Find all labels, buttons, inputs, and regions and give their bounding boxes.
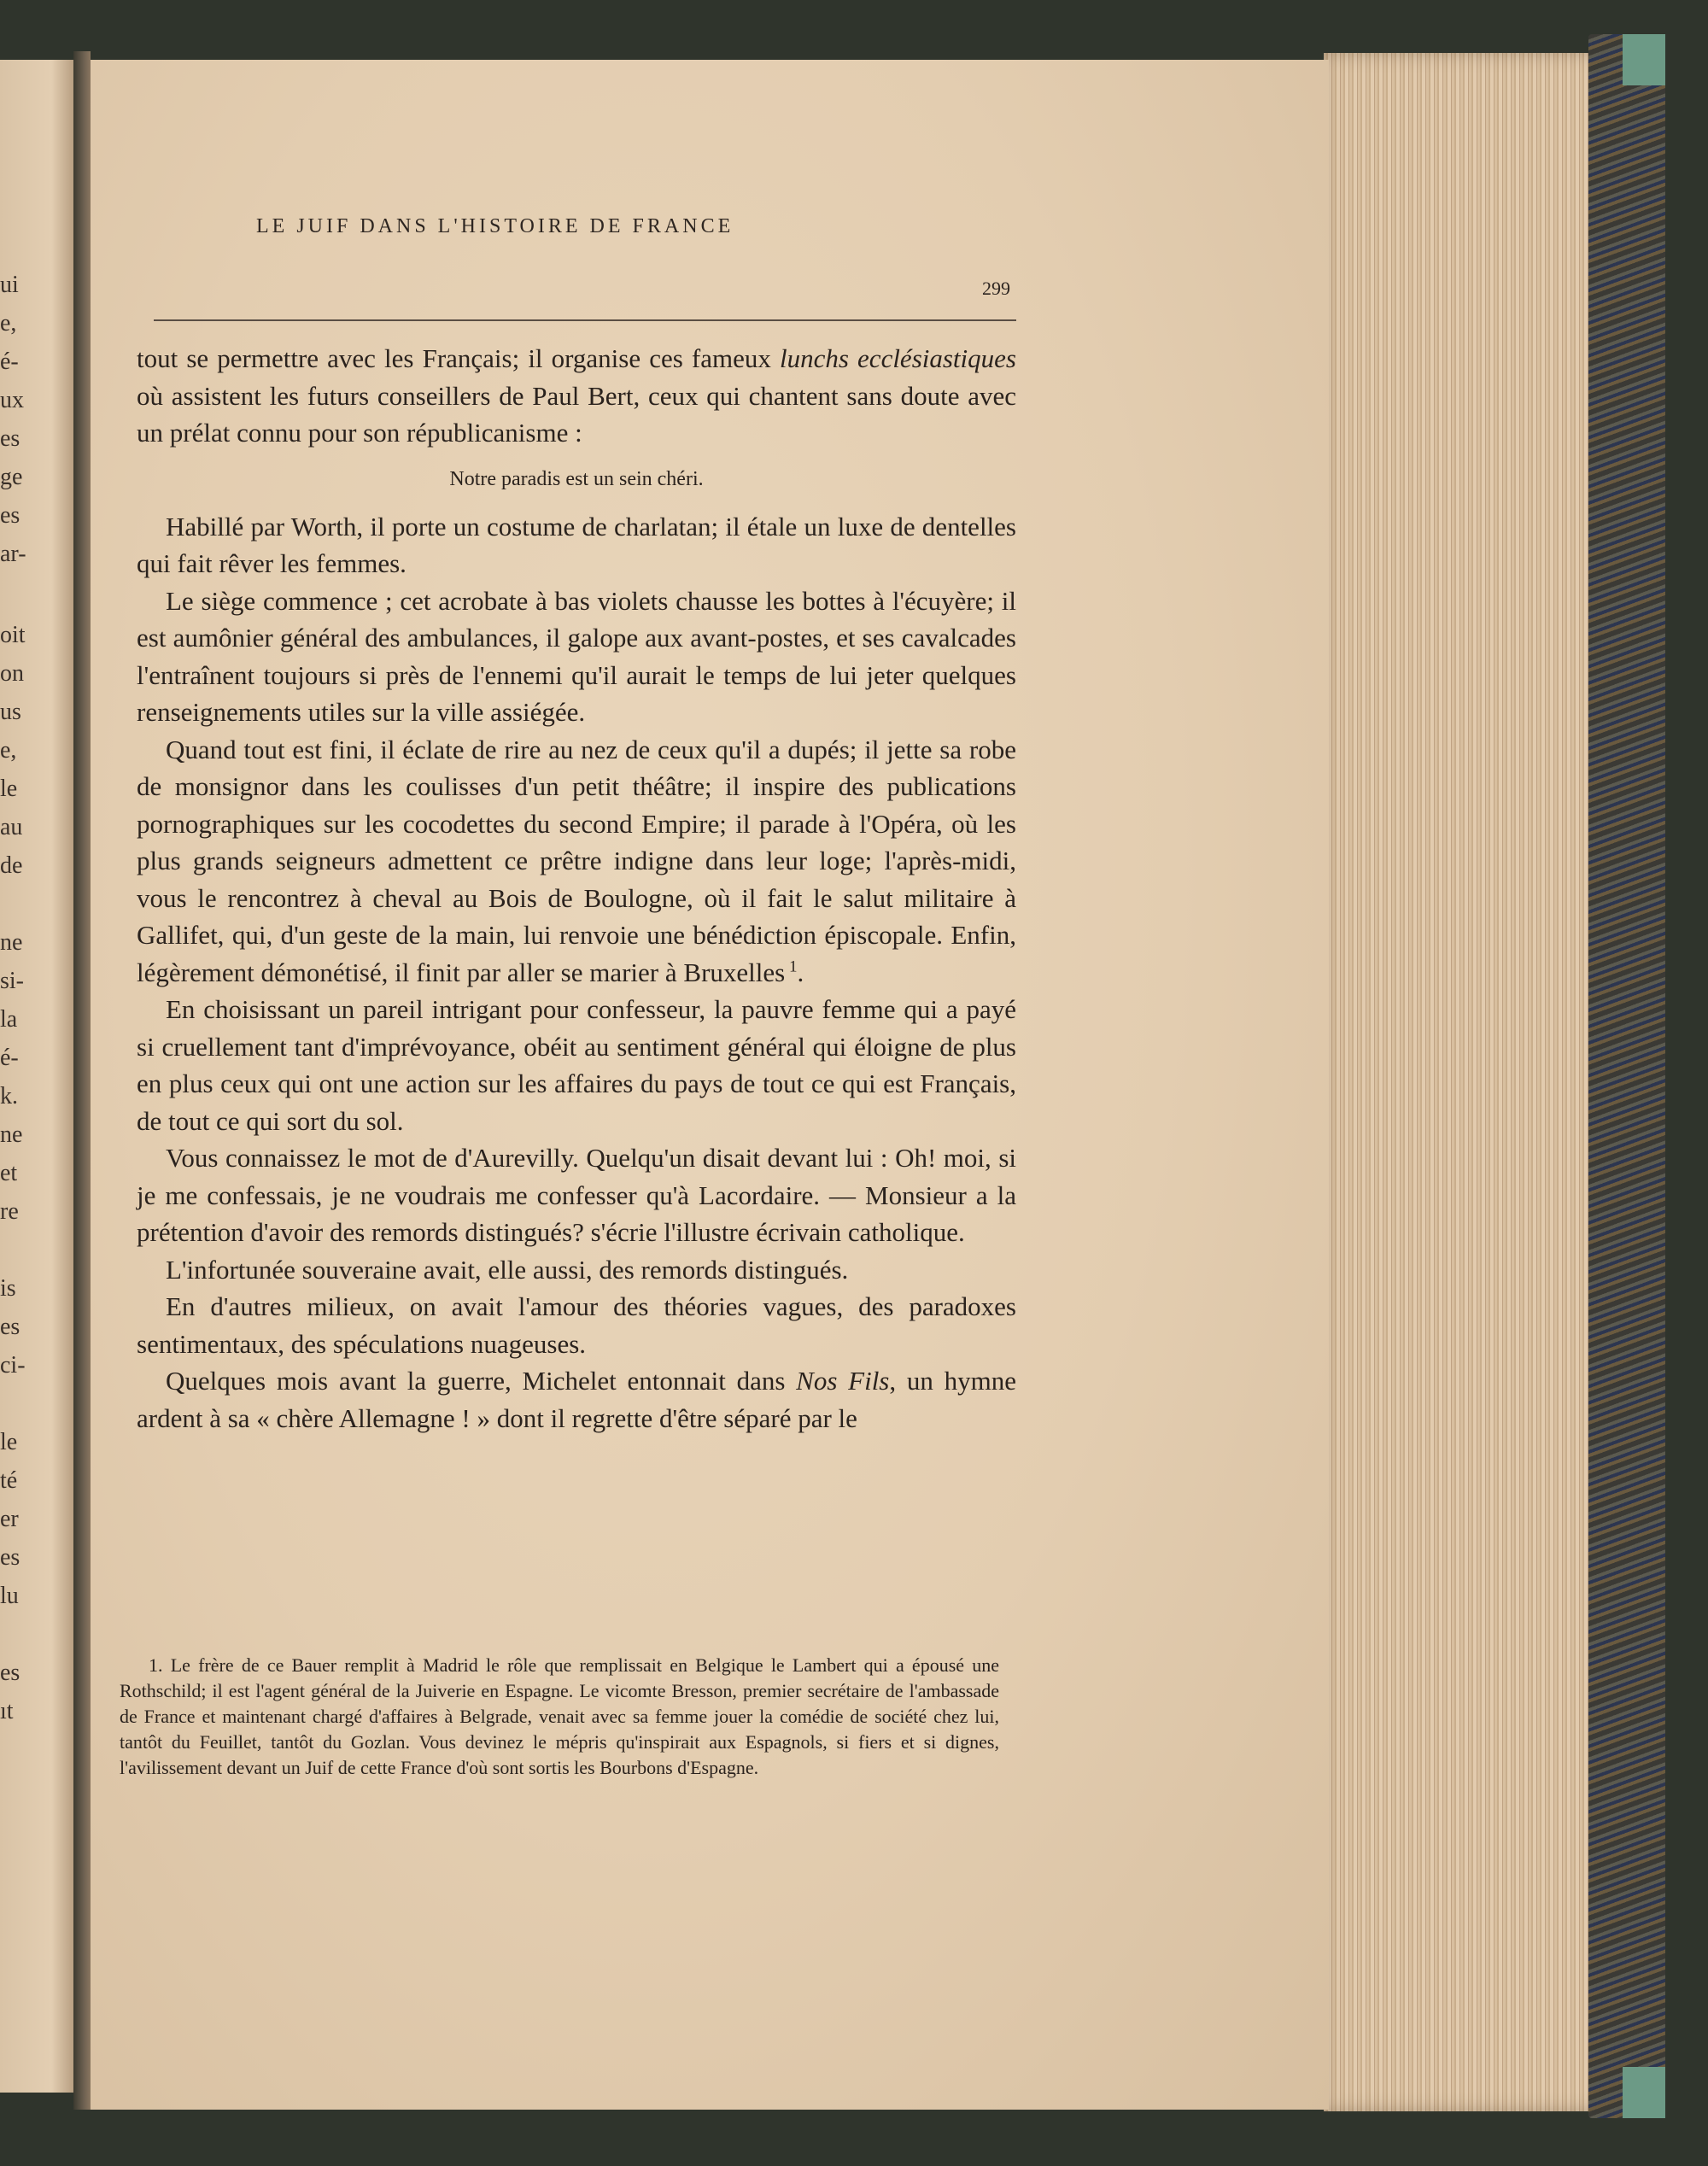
header-rule xyxy=(154,319,1016,321)
paragraph xyxy=(137,582,1016,731)
facing-page-fragment: é- xyxy=(0,1045,19,1071)
facing-page-fragment: ar- xyxy=(0,541,26,567)
facing-page-edge xyxy=(0,60,73,2093)
facing-page-fragment: ıt xyxy=(0,1698,14,1724)
paragraph-text: En choisissant un pareil intrigant pour confesseur, la pauvre femme qui a payé si cruellement tant d'imprévoyance, obéit au sentiment général qui éloigne de plus en plus ceux qui ont une action sur les affaires du pays de tout ce qui est Français, de tout ce qui sort du sol. xyxy=(137,994,1016,1136)
facing-page-fragment: ge xyxy=(0,464,23,490)
paragraph-text: tout se permettre avec les Français; il organise ces fameux xyxy=(137,343,780,373)
facing-page-fragment: on xyxy=(0,660,24,687)
paragraph xyxy=(137,1139,1016,1251)
paragraph-text: Vous connaissez le mot de d'Aurevilly. Quelqu'un disait devant lui : Oh! moi, si je me confessais, je ne voudrais me confesser qu'à Lacordaire. — Monsieur a la prétention d'avoir des remords distingués? s'écrie l'illustre écrivain catholique. xyxy=(137,1143,1016,1247)
facing-page-fragment: es xyxy=(0,1314,20,1340)
facing-page-fragment: ci- xyxy=(0,1352,26,1379)
footnote xyxy=(120,1653,999,1781)
paragraph xyxy=(137,991,1016,1139)
facing-page-fragment: es xyxy=(0,1660,20,1686)
paragraph xyxy=(137,1251,1016,1289)
paragraph-text-tail: . xyxy=(797,957,804,987)
facing-page-fragment: le xyxy=(0,1429,18,1455)
footnote-text: 1. Le frère de ce Bauer remplit à Madrid le rôle que remplissait en Belgique le Lambert qui a épousé une Rothschild; il est l'agent général de la Juiverie en Espagne. Le vicomte Bresson, premier secrétaire de l'ambassade de France et maintenant chargé d'affaires à Belgrade, venait avec sa femme jouer la comédie de société chez lui, tantôt du Feuillet, tantôt du Gozlan. Vous devinez le mépris qu'inspirait aux Espagnols, si fiers et si dignes, l'avilissement devant un Juif de cette France d'où sont sortis les Bourbons d'Espagne. xyxy=(120,1654,999,1778)
paragraph xyxy=(137,1362,1016,1437)
cover-corner-top xyxy=(1623,34,1665,85)
italic-text: lunchs ecclésiastiques xyxy=(780,343,1016,373)
facing-page-fragment: es xyxy=(0,502,20,529)
paragraph-text-tail: où assistent les futurs conseillers de Paul Bert, ceux qui chantent sans doute avec un prélat connu pour son républicanisme : xyxy=(137,380,1016,448)
facing-page-fragment: de xyxy=(0,852,23,879)
facing-page-fragment: is xyxy=(0,1275,16,1302)
facing-page-fragment: oit xyxy=(0,622,26,648)
facing-page-fragment: er xyxy=(0,1506,19,1532)
book-gutter xyxy=(73,51,91,2110)
paragraph-text: Habillé par Worth, il porte un costume de charlatan; il étale un luxe de dentelles qui fait rêver les femmes. xyxy=(137,511,1016,578)
facing-page-fragment: ne xyxy=(0,929,23,956)
facing-page-fragment: ux xyxy=(0,387,24,413)
paragraph-text: En d'autres milieux, on avait l'amour des théories vagues, des paradoxes sentimentaux, des spéculations nuageuses. xyxy=(137,1291,1016,1359)
marbled-cover-board xyxy=(1588,34,1665,2118)
facing-page-fragment: ne xyxy=(0,1121,23,1148)
facing-page-fragment: es xyxy=(0,425,20,452)
body-text xyxy=(137,340,1016,1437)
facing-page-fragment: ui xyxy=(0,272,19,298)
running-head: LE JUIF DANS L'HISTOIRE DE FRANCE xyxy=(256,215,734,237)
facing-page-fragment: k. xyxy=(0,1083,18,1109)
cover-corner-bottom xyxy=(1623,2067,1665,2118)
paragraph xyxy=(137,731,1016,992)
paragraph xyxy=(137,508,1016,582)
facing-page-fragment: e, xyxy=(0,737,17,764)
facing-page-fragment: lu xyxy=(0,1583,19,1609)
paragraph-text: Le siège commence ; cet acrobate à bas violets chausse les bottes à l'écuyère; il est aumônier général des ambulances, il galope aux avant-postes, et ses cavalcades l'entraînent toujours si près de l'ennemi qu'il aurait le temps de lui jeter quelques renseignements utiles sur la ville assiégée. xyxy=(137,585,1016,727)
facing-page-fragment: é- xyxy=(0,348,19,375)
facing-page-text-fragments xyxy=(0,60,73,2093)
page-number: 299 xyxy=(982,278,1010,299)
facing-page-fragment: si- xyxy=(0,968,24,994)
facing-page-fragment: re xyxy=(0,1198,19,1225)
paragraph-text-tail: , un hymne ardent à sa « chère Allemagne ! » dont il regrette d'être séparé par le xyxy=(137,1366,1016,1433)
page-stack-edge xyxy=(1324,53,1606,2111)
facing-page-fragment: es xyxy=(0,1544,20,1571)
facing-page-fragment: au xyxy=(0,814,23,840)
paragraph-text: Quand tout est fini, il éclate de rire au nez de ceux qu'il a dupés; il jette sa robe de monsignor dans les coulisses d'un petit théâtre; il inspire des publications pornographiques sur les cocodettes du second Empire; il parade à l'Opéra, où les plus grands seigneurs admettent ce prêtre indigne dans leur loge; l'après-midi, vous le rencontrez à cheval au Bois de Boulogne, où il fait le salut militaire à Gallifet, qui, d'un geste de la main, lui renvoie une bénédiction épiscopale. Enfin, légèrement démonétisé, il finit par aller se marier à Bruxelles xyxy=(137,734,1016,987)
paragraph xyxy=(137,1288,1016,1362)
paragraph-text: L'infortunée souveraine avait, elle aussi, des remords distingués. xyxy=(166,1254,849,1285)
paragraph xyxy=(137,340,1016,452)
facing-page-fragment: et xyxy=(0,1160,18,1186)
verse-quote: Notre paradis est un sein chéri. xyxy=(449,467,704,490)
facing-page-fragment: us xyxy=(0,699,21,725)
facing-page-fragment: la xyxy=(0,1006,18,1033)
footnote-marker: 1 xyxy=(785,957,798,976)
facing-page-fragment: le xyxy=(0,776,18,802)
facing-page-fragment: té xyxy=(0,1467,18,1494)
italic-text: Nos Fils xyxy=(796,1366,890,1396)
paragraph-text: Quelques mois avant la guerre, Michelet entonnait dans xyxy=(166,1366,797,1396)
facing-page-fragment: e, xyxy=(0,310,17,337)
